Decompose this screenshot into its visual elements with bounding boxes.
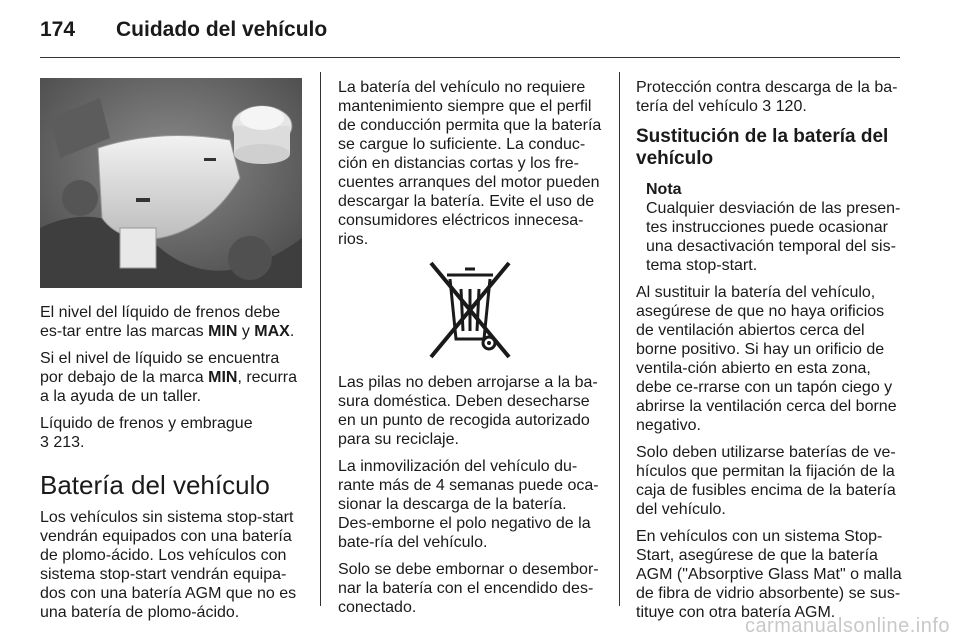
discharge-protection-paragraph: Protección contra descarga de la ba-tería del vehículo 3 120. [636, 79, 898, 115]
brake-fluid-level-paragraph: El nivel del líquido de frenos debe es-tar entre las marcas MIN y MAX. [40, 304, 295, 340]
ignition-paragraph: Solo se debe embornar o desembor-nar la batería con el encendido des-conectado. [338, 561, 599, 616]
min-mark: MIN [208, 323, 238, 340]
low-level-paragraph: Si el nivel de líquido se encuentra por debajo de la marca MIN, recurra a la ayuda de un taller. [40, 350, 298, 405]
fuse-box-paragraph: Solo deben utilizarse baterías de ve-hículos que permitan la fijación de la caja de fusibles encima de la batería del vehículo. [636, 444, 896, 518]
column-divider-2 [619, 72, 620, 606]
column-divider-1 [320, 72, 321, 606]
header-rule [40, 57, 900, 58]
page-header [40, 14, 900, 54]
agm-paragraph: En vehículos con un sistema Stop-Start, asegúrese de que la batería AGM ("Absorptive Glass Mat" o malla de fibra de vidrio absorbente) se sus-tituye con otra batería AGM. [636, 528, 902, 621]
note-text: Cualquier desviación de las presen-tes instrucciones puede ocasionar una desactivación temporal del sis-tema stop-start. [646, 200, 901, 274]
column-middle [338, 78, 602, 625]
column-left [40, 303, 306, 630]
column-right [636, 78, 902, 630]
page-reference: 3 213. [40, 434, 85, 451]
battery-types-paragraph: Los vehículos sin sistema stop-start vendrán equipados con una batería de plomo-ácido. Los vehículos con sistema stop-start vendrán equipa-dos con una batería AGM que no es una batería de plomo-ácido. [40, 509, 297, 621]
brake-fluid-reservoir-photo [40, 78, 302, 288]
fluid-reference: Líquido de frenos y embrague 3 213. [40, 415, 253, 451]
immobilization-paragraph: La inmovilización del vehículo du-rante más de 4 semanas puede oca-sionar la descarga de la batería. Des-emborne el polo negativo de la bate-ría del vehículo. [338, 458, 599, 551]
section-heading-battery: Batería del vehículo [40, 470, 270, 500]
crossed-out-wheelie-bin-icon [425, 257, 515, 363]
maintenance-paragraph: La batería del vehículo no requiere mantenimiento siempre que el perfil de conducción permita que la batería se cargue lo suficiente. La conduc-ción en distancias cortas y los fre-cuentes arranques del motor pueden descargar la batería. Evite el uso de consumidores eléctricos innecesa-rios. [338, 79, 602, 248]
disposal-paragraph: Las pilas no deben arrojarse a la ba-sura doméstica. Deben desecharse en un punto de recogida autorizado para su reciclaje. [338, 374, 598, 448]
max-mark: MAX [254, 323, 290, 340]
note-title: Nota [646, 181, 682, 198]
page-number: 174 [40, 18, 76, 41]
note-box [636, 180, 902, 275]
vent-paragraph: Al sustituir la batería del vehículo, asegúrese de que no haya orificios de ventilación abiertos cerca del borne positivo. Si hay un orificio de ventila-ción abierto en esta zona, debe ce-rrarse con un tapón ciego y abrirse la ventilación cerca del borne negativo. [636, 284, 897, 434]
chapter-title: Cuidado del vehículo [116, 18, 328, 41]
watermark: carmanualsonline.info [744, 615, 950, 637]
section-heading-replacement: Sustitución de la batería del vehículo [636, 126, 889, 169]
